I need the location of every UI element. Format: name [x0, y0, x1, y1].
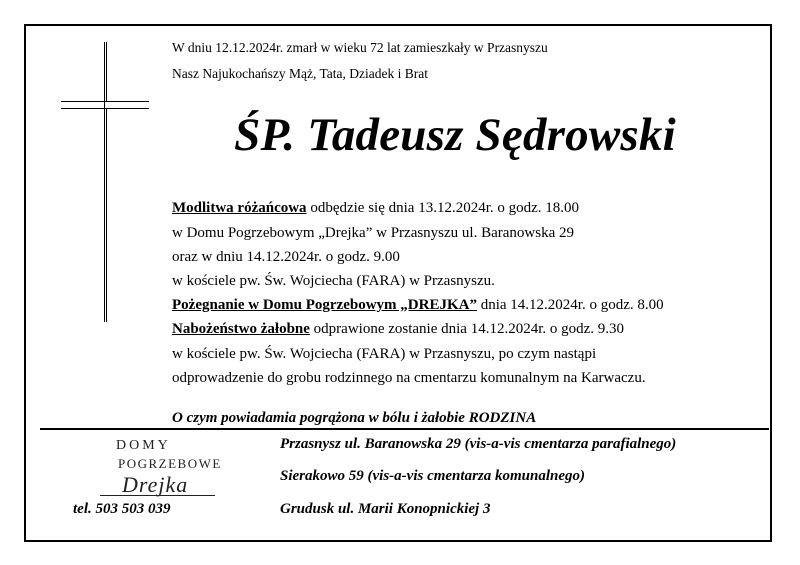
- logo-line-2: POGRZEBOWE: [118, 456, 222, 471]
- divider: [40, 428, 769, 430]
- schedule-line-2: w Domu Pogrzebowym „Drejka” w Przasnyszu ul. Baranowska 29: [172, 225, 574, 241]
- funeral-home-phone: tel. 503 503 039: [73, 501, 171, 517]
- deceased-name: ŚP. Tadeusz Sędrowski: [234, 109, 676, 161]
- schedule-line-5: [172, 297, 664, 314]
- logo-line-1: DOMY: [116, 438, 171, 453]
- address-line: Grudusk ul. Marii Konopnickiej 3: [280, 501, 491, 517]
- farewell-label: Pożegnanie w Domu Pogrzebowym „DREJKA”: [172, 297, 477, 313]
- schedule-line-8: odprowadzenie do grobu rodzinnego na cmentarzu komunalnym na Karwaczu.: [172, 370, 646, 386]
- cross-icon: [104, 42, 107, 322]
- rosary-text: odbędzie się dnia 13.12.2024r. o godz. 18.00: [306, 200, 580, 216]
- schedule-line-1: [172, 200, 579, 217]
- logo-line-3: Drejka: [122, 472, 189, 497]
- service-label: Nabożeństwo żałobne: [172, 321, 310, 337]
- address-line: Sierakowo 59 (vis-a-vis cmentarza komunalnego): [280, 468, 586, 484]
- intro-line-1: W dniu 12.12.2024r. zmarł w wieku 72 lat zamieszkały w Przasnyszu: [172, 40, 548, 55]
- logo-underline: [100, 495, 215, 496]
- schedule-line-7: w kościele pw. Św. Wojciecha (FARA) w Przasnyszu, po czym nastąpi: [172, 346, 597, 362]
- address-line: Przasnysz ul. Baranowska 29 (vis-a-vis cmentarza parafialnego): [280, 436, 677, 452]
- schedule-line-3: oraz w dniu 14.12.2024r. o godz. 9.00: [172, 249, 400, 265]
- service-text: odprawione zostanie dnia 14.12.2024r. o godz. 9.30: [309, 321, 625, 337]
- farewell-text: dnia 14.12.2024r. o godz. 8.00: [476, 297, 664, 313]
- intro-line-2: Nasz Najukochańszy Mąż, Tata, Dziadek i Brat: [172, 66, 428, 81]
- closing-line: O czym powiadamia pogrążona w bólu i żałobie RODZINA: [172, 410, 537, 426]
- schedule-line-4: w kościele pw. Św. Wojciecha (FARA) w Przasnyszu.: [172, 273, 495, 289]
- schedule-line-6: [172, 321, 624, 338]
- rosary-label: Modlitwa różańcowa: [172, 200, 307, 216]
